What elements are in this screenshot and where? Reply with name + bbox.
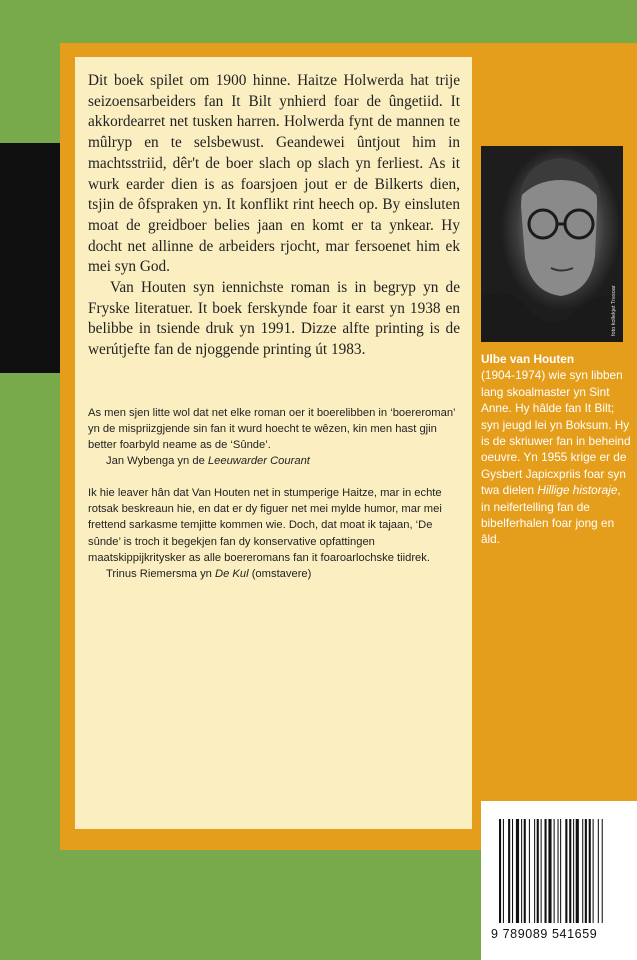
- isbn-number: 9 789089 541659: [491, 927, 598, 941]
- bio-text-1: (1904-1974) wie syn libben lang skoalmaster yn Sint Anne. Hy hâlde fan It Bilt; syn jeugd lei yn Boksum. Hy is de skriuwer fan in beheind oeuvre. Yn 1955 krige er de Gysbert Japicxpriis foar syn twa dielen: [481, 368, 631, 498]
- quote-1-publication: Leeuwarder Courant: [207, 455, 310, 468]
- quote-2-author: Trinus Riemersma yn: [106, 567, 215, 580]
- text-panel: [75, 57, 472, 829]
- quote-2-publication: De Kul: [215, 567, 249, 580]
- quote-2-attribution: [88, 566, 460, 582]
- quote-2: Ik hie leaver hân dat Van Houten net in stumperige Haitze, mar in echte rotsak beskreaun hie, en dat er dy figuer net mei mylde humor, mar mei frettend sarkasme temjitte kommen wie. Doch, dat moat ik tajaan, ‘De sûnde’ is troch it begekjen fan dy konservative opfattingen maatskippijkritysker as alle boereromans fan it foaroarlochske tiidrek.: [88, 487, 442, 564]
- blurb-paragraph-1: Dit boek spilet om 1900 hinne. Haitze Holwerda hat trije seizoensarbeiders fan It Bilt ynhierd foar de ûngetiid. It akkordearret net tusken harren. Holwerda fynt de mannen te mûlryp en te selsbewust. Geandewei ûntjout him in machtsstriid, dêr't de boer slach op slach yn ferliest. As it wurk earder dien is as foarsjoen jout er de Bilkerts dien, tsjin de ôfspraken yn. It konflikt rint heech op. By einsluten moat de greidboer belies jaan en komt er ta ynkear. Hy docht net allinne de arbeiders rjocht, mar fersoenet him ek mei syn God.: [88, 72, 460, 276]
- quote-1-author: Jan Wybenga yn de: [106, 455, 208, 468]
- barcode-box: [481, 801, 637, 960]
- portrait-drawing: [481, 146, 623, 342]
- bio-text-2: , in neifertelling fan de bibelferhalen foar jong en âld.: [481, 483, 621, 547]
- author-bio: [481, 351, 631, 548]
- barcode-icon: [499, 819, 635, 923]
- author-name: Ulbe van Houten: [481, 352, 575, 366]
- quote-1: As men sjen litte wol dat net elke roman oer it boerelibben in ‘boereroman’ yn de mispriizgjende sin fan it wurd hoecht te wêzen, kin men hast gjin better foarbyld neame as de ‘Sûnde’.: [88, 406, 456, 452]
- black-band: [0, 143, 60, 373]
- review-quotes: [88, 405, 460, 582]
- author-photo: [481, 146, 623, 342]
- blurb: [88, 71, 460, 361]
- bio-book-title: Hillige historaje: [537, 483, 618, 498]
- quote-2-note: (omstavere): [248, 567, 312, 580]
- author-bio-text: [481, 367, 631, 547]
- quote-1-attribution: [88, 453, 460, 469]
- photo-credit: foto kollekjet Tresoar: [611, 285, 617, 336]
- blurb-paragraph-2: Van Houten syn iennichste roman is in begryp yn de Fryske literatuer. It boek ferskynde foar it earst yn 1938 en belibbe in tsiende druk yn 1991. Dizze alfte printing is de werútjefte fan de njoggende printing út 1983.: [88, 279, 460, 359]
